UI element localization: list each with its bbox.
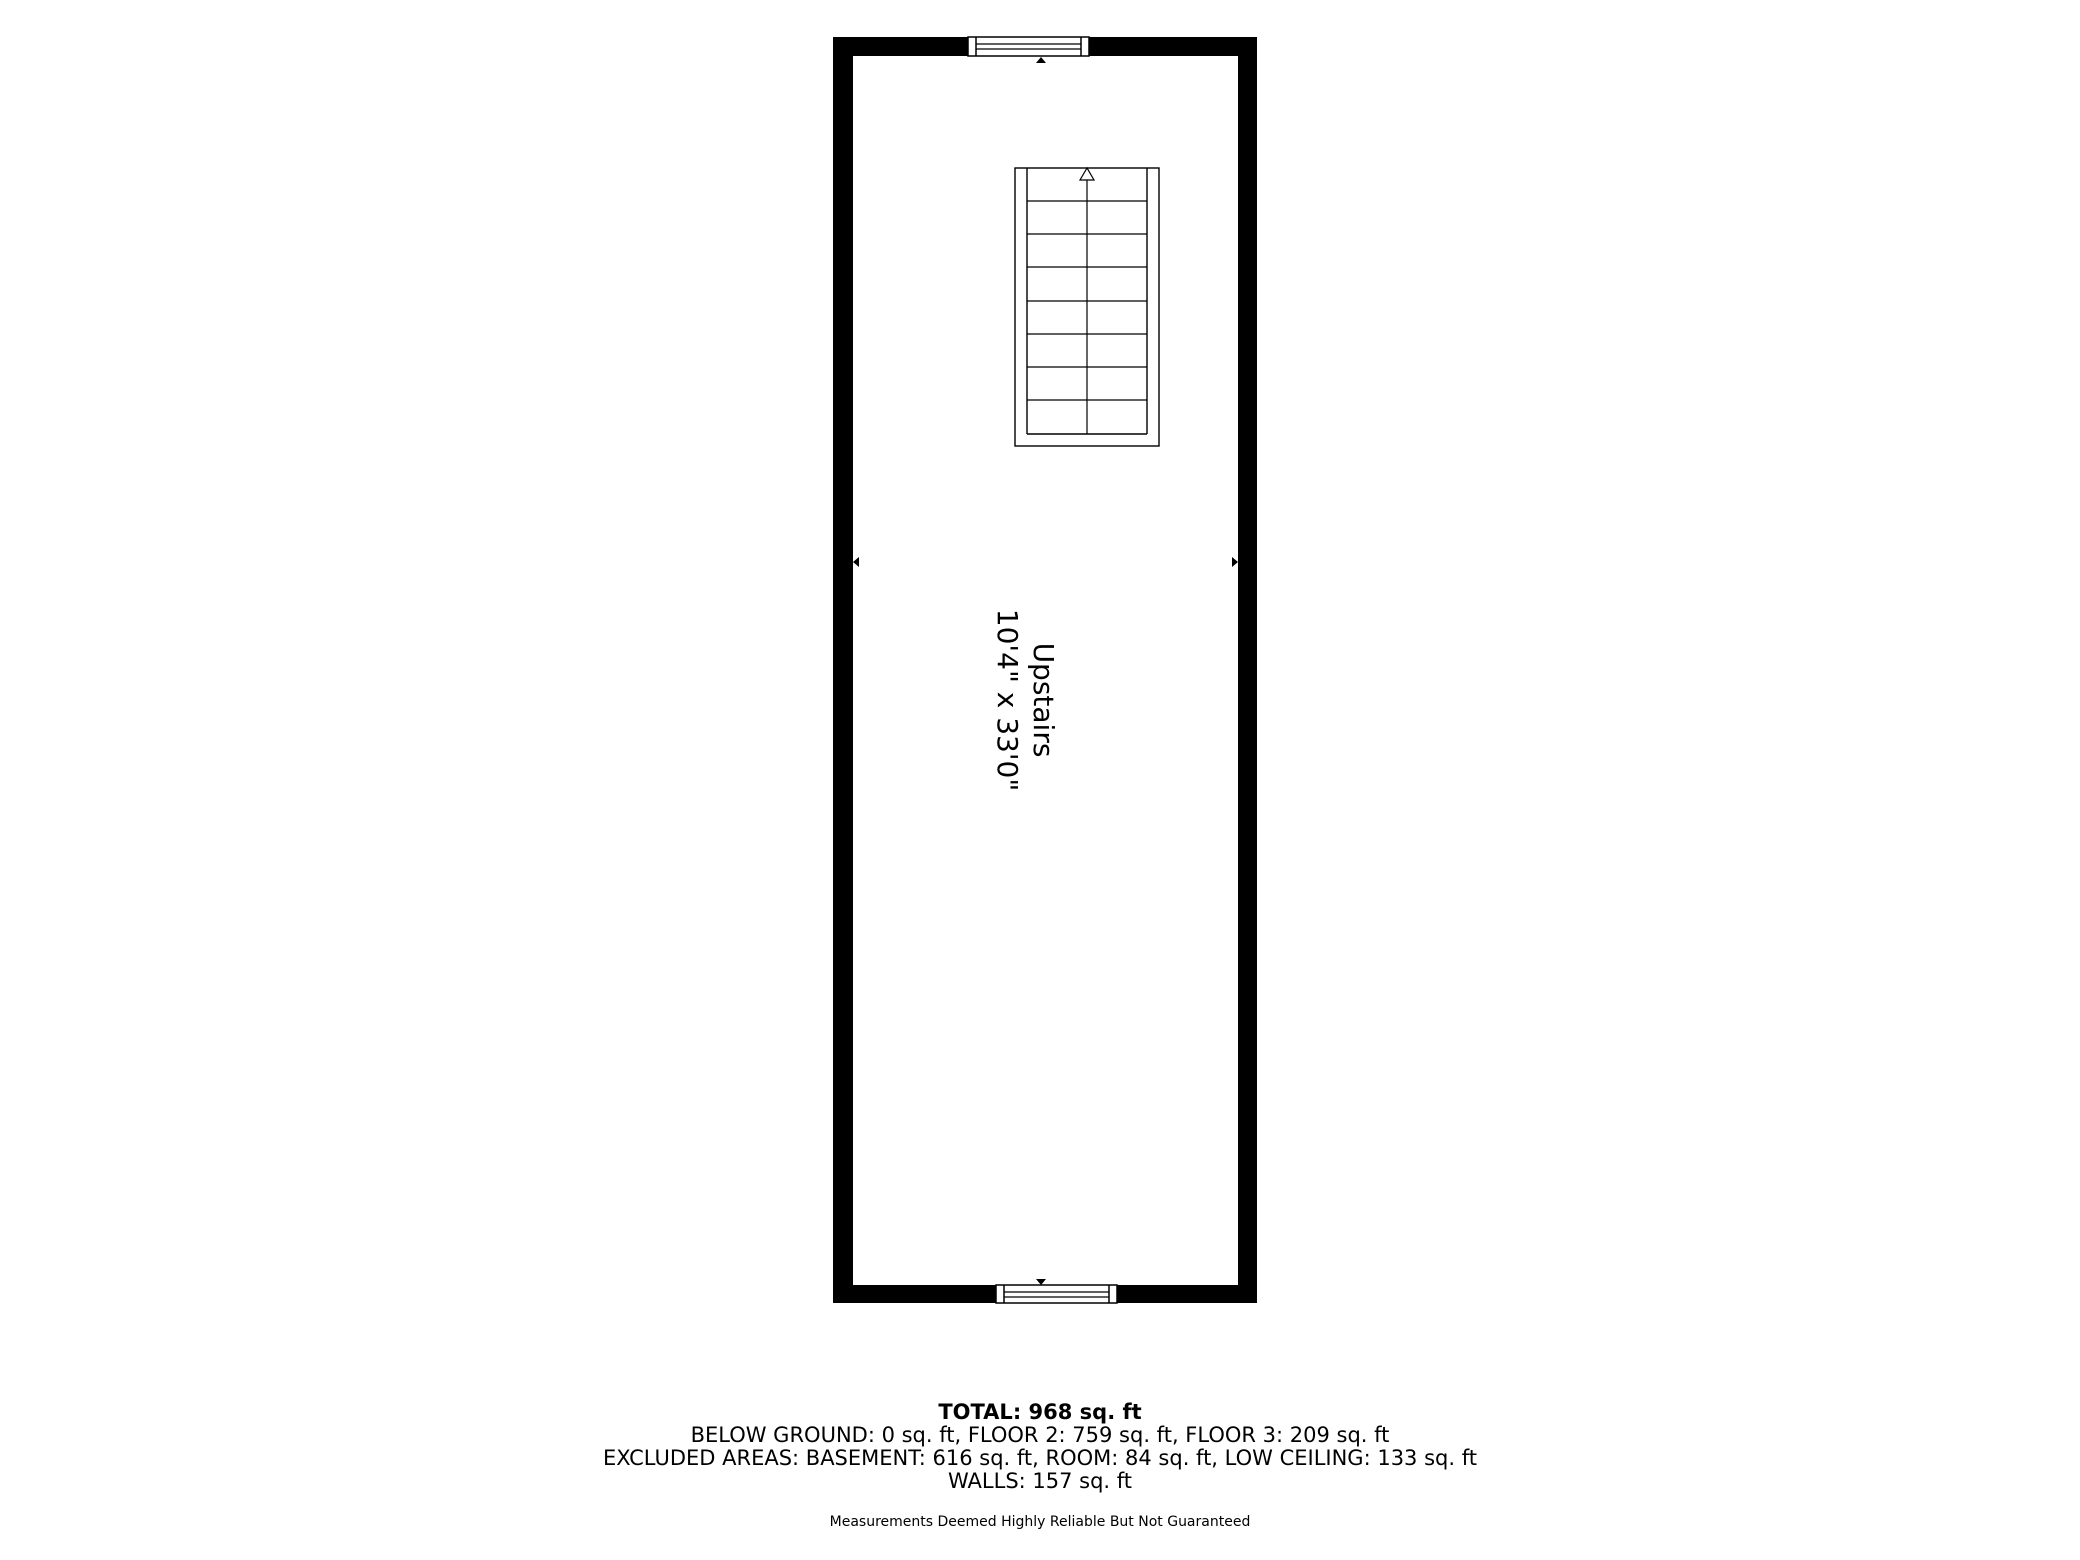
walls-area: WALLS: 157 sq. ft <box>947 1469 1133 1493</box>
room-dimensions: 10'4" x 33'0" <box>991 608 1024 792</box>
bottom-window <box>996 1285 1117 1303</box>
top-window <box>968 37 1089 56</box>
room-name: Upstairs <box>1027 642 1060 758</box>
total-area: TOTAL: 968 sq. ft <box>938 1400 1142 1424</box>
disclaimer: Measurements Deemed Highly Reliable But Not Guaranteed <box>829 1514 1251 1530</box>
floor-areas: BELOW GROUND: 0 sq. ft, FLOOR 2: 759 sq. ft, FLOOR 3: 209 sq. ft <box>690 1423 1390 1447</box>
excluded-areas: EXCLUDED AREAS: BASEMENT: 616 sq. ft, ROOM: 84 sq. ft, LOW CEILING: 133 sq. ft <box>603 1446 1477 1470</box>
area-summary <box>0 1401 2080 1493</box>
staircase <box>1015 168 1159 446</box>
